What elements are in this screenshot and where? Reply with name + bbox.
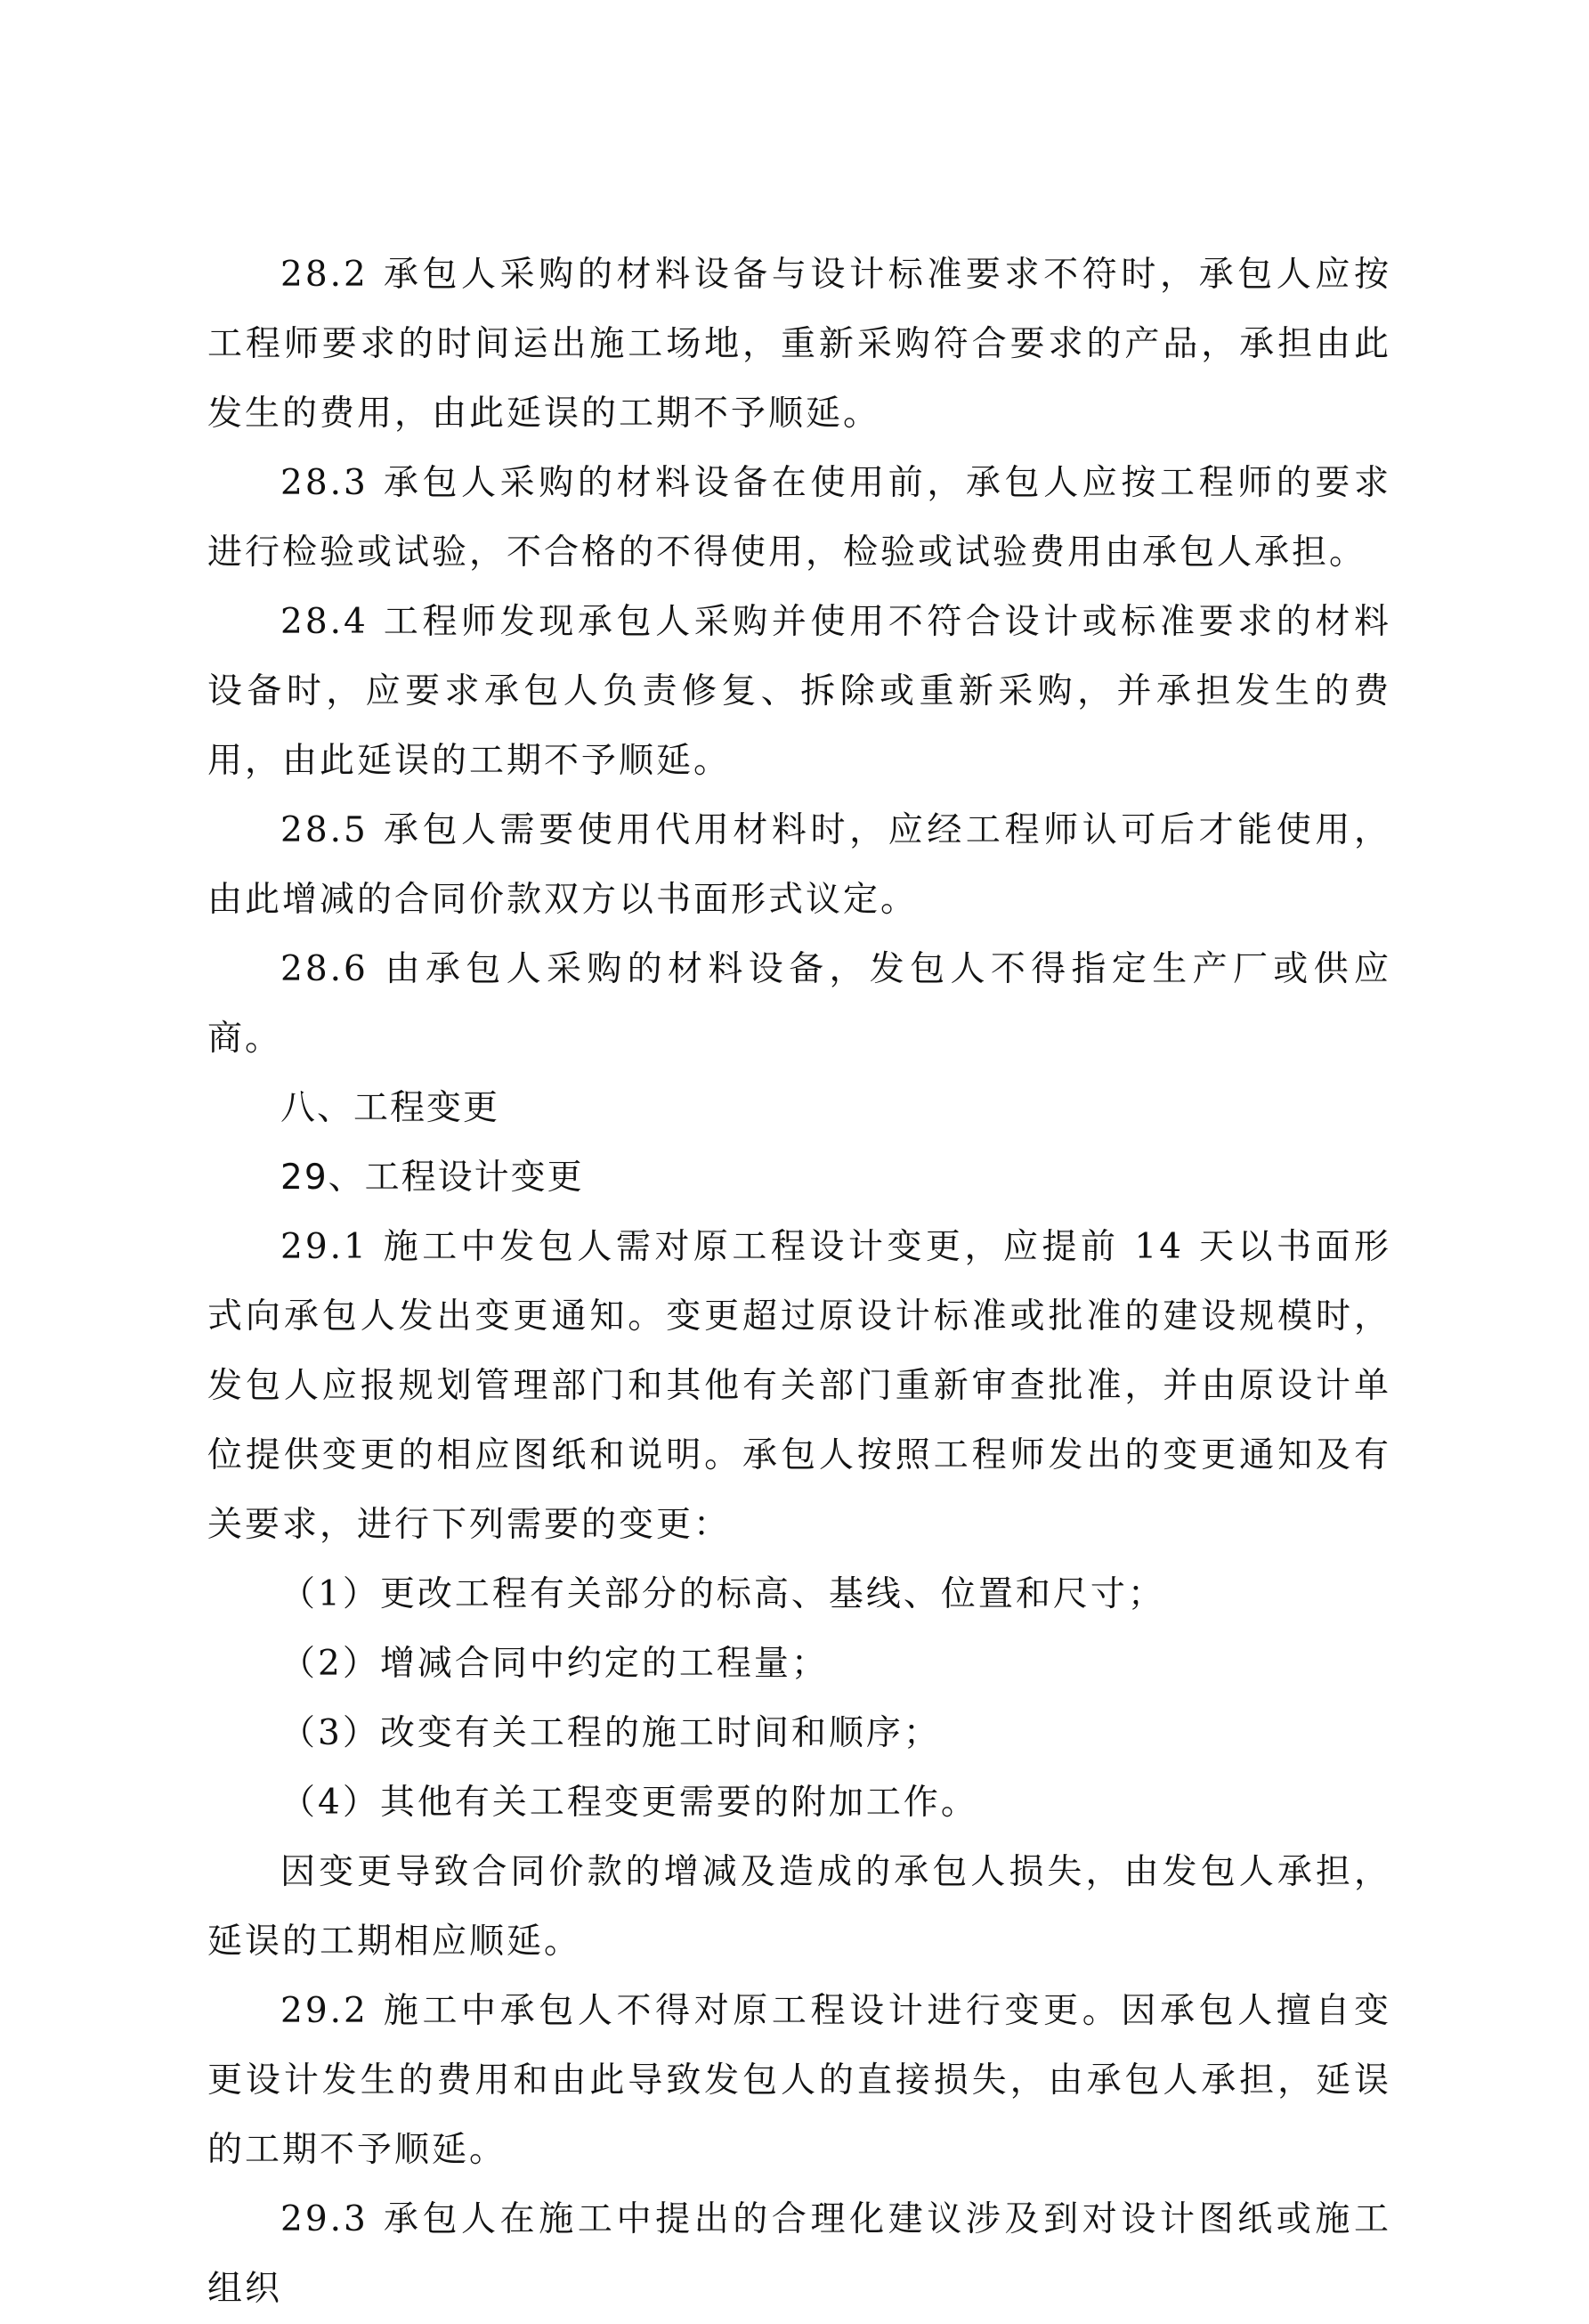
clause-heading-29: 29、工程设计变更 xyxy=(280,1158,584,1198)
list-item-3: （3）改变有关工程的施工时间和顺序； xyxy=(280,1713,941,1753)
paragraph-28-6: 28.6 由承包人采购的材料设备，发包人不得指定生产厂或供应商。 xyxy=(207,949,1391,1059)
paragraph-28-5: 28.5 承包人需要使用代用材料时，应经工程师认可后才能使用，由此增减的合同价款双方以书面形式议定。 xyxy=(207,810,1391,920)
section-heading-8: 八、工程变更 xyxy=(280,1088,500,1128)
document-body xyxy=(207,240,1391,2324)
list-item-4: （4）其他有关工程变更需要的附加工作。 xyxy=(280,1783,978,1823)
paragraph-28-3: 28.3 承包人采购的材料设备在使用前，承包人应按工程师的要求进行检验或试验，不合格的不得使用，检验或试验费用由承包人承担。 xyxy=(207,463,1391,573)
list-item-1: （1）更改工程有关部分的标高、基线、位置和尺寸； xyxy=(280,1574,1165,1614)
paragraph-change-cost: 因变更导致合同价款的增减及造成的承包人损失，由发包人承担，延误的工期相应顺延。 xyxy=(207,1852,1391,1962)
paragraph-28-2: 28.2 承包人采购的材料设备与设计标准要求不符时，承包人应按工程师要求的时间运出施工场地，重新采购符合要求的产品，承担由此发生的费用，由此延误的工期不予顺延。 xyxy=(207,255,1391,434)
paragraph-29-3: 29.3 承包人在施工中提出的合理化建议涉及到对设计图纸或施工组织 xyxy=(207,2199,1391,2309)
paragraph-29-2: 29.2 施工中承包人不得对原工程设计进行变更。因承包人擅自变更设计发生的费用和由此导致发包人的直接损失，由承包人承担，延误的工期不予顺延。 xyxy=(207,1991,1391,2170)
paragraph-28-4: 28.4 工程师发现承包人采购并使用不符合设计或标准要求的材料设备时，应要求承包人负责修复、拆除或重新采购，并承担发生的费用，由此延误的工期不予顺延。 xyxy=(207,602,1391,781)
paragraph-29-1: 29.1 施工中发包人需对原工程设计变更，应提前 14 天以书面形式向承包人发出变更通知。变更超过原设计标准或批准的建设规模时，发包人应报规划管理部门和其他有关部门重新审查批准，并由原设计单位提供变更的相应图纸和说明。承包人按照工程师发出的变更通知及有关要求，进行下列需要的变更： xyxy=(207,1227,1391,1545)
list-item-2: （2）增减合同中约定的工程量； xyxy=(280,1644,829,1684)
